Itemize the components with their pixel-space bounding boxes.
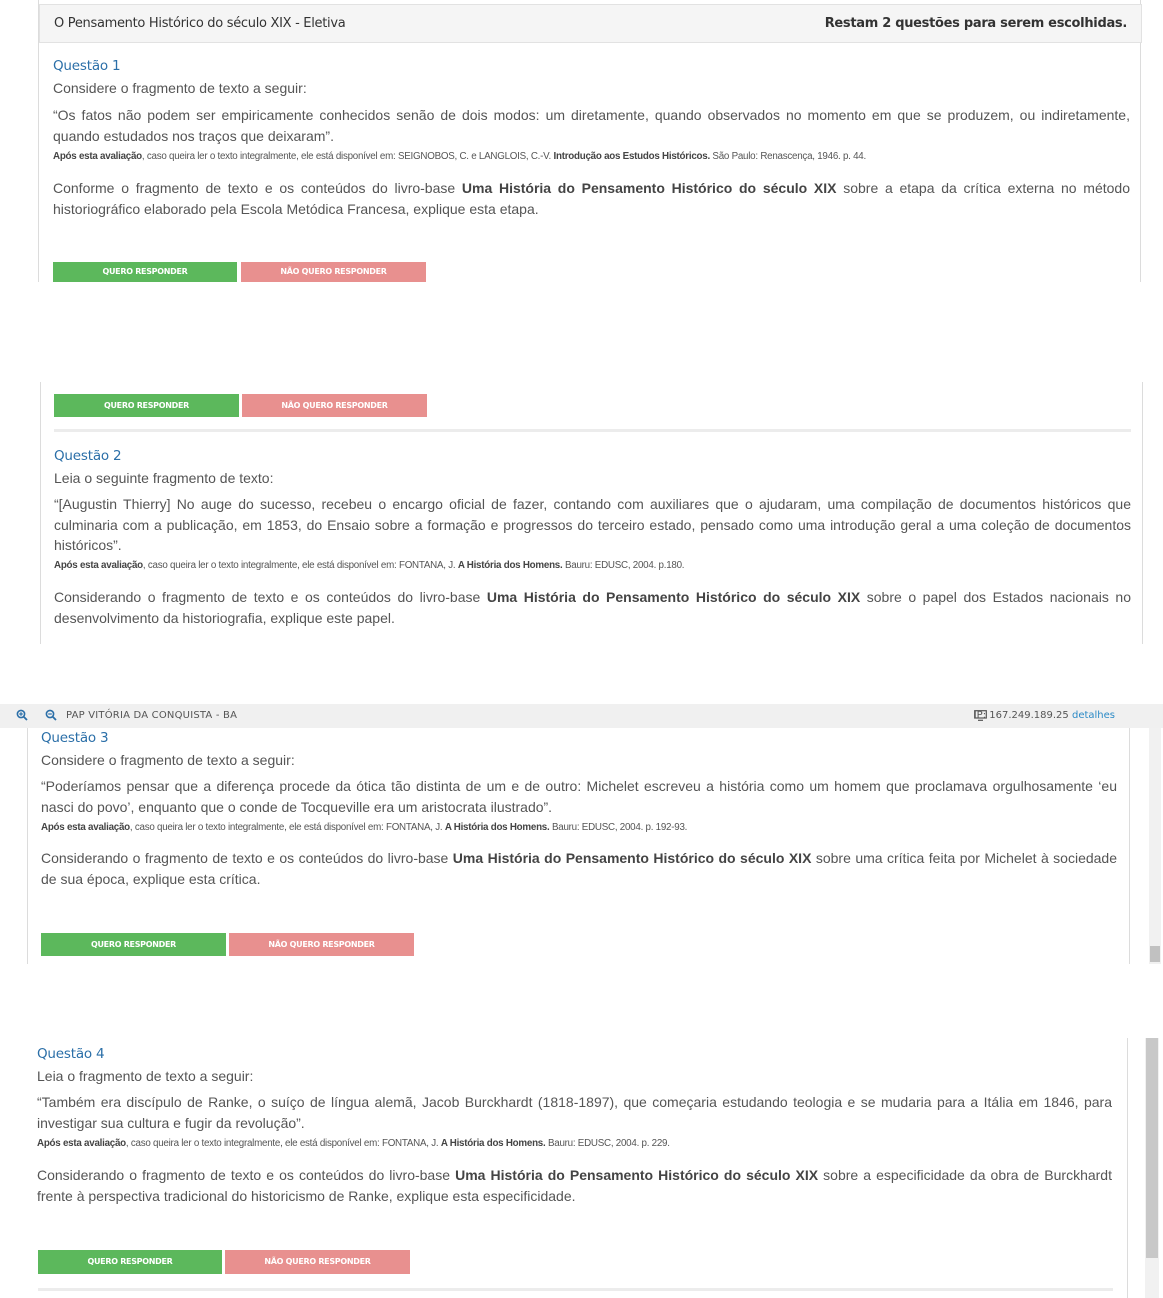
question-source: Após esta avaliação, caso queira ler o texto integralmente, ele está disponível em: FONTANA, J. A História dos Homens. Bauru: EDUSC, 2004. p.180. <box>54 560 685 571</box>
skip-button[interactable]: NÃO QUERO RESPONDER <box>242 394 427 417</box>
answer-button[interactable]: QUERO RESPONDER <box>41 933 226 956</box>
location-label: PAP VITÓRIA DA CONQUISTA - BA <box>66 710 238 721</box>
scrollbar[interactable] <box>1145 1038 1159 1298</box>
status-bar <box>0 704 1163 728</box>
answer-button[interactable]: QUERO RESPONDER <box>38 1250 222 1274</box>
question-title: Questão 2 <box>54 448 122 464</box>
ip-info: IP: 167.249.189.25 detalhes <box>973 710 1115 721</box>
question-prompt: Considerando o fragmento de texto e os conteúdos do livro-base Uma História do Pensamento Histórico do século XIX sobre uma crítica feita por Michelet à sociedade de sua época, explique esta crítica. <box>41 850 1117 887</box>
question-quote: “Também era discípulo de Ranke, o suíço de língua alemã, Jacob Burckhardt (1818-1897), que começaria estudando teologia e se mudaria para a Itália em 1846, para investigar sua cultura e fugir da revolução”. <box>37 1094 1112 1131</box>
question-source: Após esta avaliação, caso queira ler o texto integralmente, ele está disponível em: FONTANA, J. A História dos Homens. Bauru: EDUSC, 2004. p. 192-93. <box>41 822 688 833</box>
question-panel-3 <box>27 728 1130 964</box>
question-prompt: Conforme o fragmento de texto e os conteúdos do livro-base Uma História do Pensamento Histórico do século XIX sobre a etapa da crítica externa no método historiográfico elaborado pela Escola Metódica Francesa, explique esta etapa. <box>53 180 1130 217</box>
remaining-questions-notice: Restam 2 questões para serem escolhidas. <box>824 16 1127 31</box>
question-intro: Considere o fragmento de texto a seguir: <box>41 752 295 768</box>
page-title: O Pensamento Histórico do século XIX - Eletiva <box>54 16 346 31</box>
zoom-in-icon[interactable] <box>16 709 28 721</box>
skip-button[interactable]: NÃO QUERO RESPONDER <box>241 262 426 282</box>
question-panel-1 <box>38 0 1141 282</box>
scrollbar[interactable] <box>1149 728 1161 964</box>
question-quote: “Poderíamos pensar que a diferença procede da ótica tão distinta de um e de outro: Michelet escreveu a história como um homem que proclamava orgulhosamente ‘eu nasci do povo’, enquanto que o conde de Tocqueville era um aristocrata ilustrado”. <box>41 778 1117 815</box>
question-quote: “Os fatos não podem ser empiricamente conhecidos senão de dois modos: um diretamente, quando observados no momento em que se produzem, ou indiretamente, quando estudados nos traços que deixaram”. <box>53 107 1130 144</box>
divider <box>38 1288 1113 1291</box>
skip-button[interactable]: NÃO QUERO RESPONDER <box>229 933 414 956</box>
question-source: Após esta avaliação, caso queira ler o texto integralmente, ele está disponível em: FONTANA, J. A História dos Homens. Bauru: EDUSC, 2004. p. 229. <box>37 1138 670 1149</box>
question-prompt: Considerando o fragmento de texto e os conteúdos do livro-base Uma História do Pensamento Histórico do século XIX sobre o papel dos Estados nacionais no desenvolvimento da historiografia, explique este papel. <box>54 589 1131 626</box>
question-source: Após esta avaliação, caso queira ler o texto integralmente, ele está disponível em: SEIGNOBOS, C. e LANGLOIS, C.-V. Introdução aos Estudos Históricos. São Paulo: Renascença, 1946. p. 44. <box>53 151 866 162</box>
question-panel-2 <box>40 382 1143 644</box>
answer-button[interactable]: QUERO RESPONDER <box>53 262 237 282</box>
skip-button[interactable]: NÃO QUERO RESPONDER <box>225 1250 410 1274</box>
question-title: Questão 1 <box>53 58 121 74</box>
question-panel-4 <box>24 1038 1128 1298</box>
scrollbar-thumb[interactable] <box>1146 1038 1158 1258</box>
question-title: Questão 3 <box>41 730 109 746</box>
question-prompt: Considerando o fragmento de texto e os conteúdos do livro-base Uma História do Pensamento Histórico do século XIX sobre a especificidade da obra de Burckhardt frente à perspectiva tradicional do historicismo de Ranke, explique esta especificidade. <box>37 1167 1112 1204</box>
question-intro: Considere o fragmento de texto a seguir: <box>53 80 307 96</box>
zoom-out-icon[interactable] <box>45 709 57 721</box>
question-intro: Leia o seguinte fragmento de texto: <box>54 470 274 486</box>
question-quote: “[Augustin Thierry] No auge do sucesso, recebeu o encargo oficial de fazer, contando com auxiliares que o ajudaram, uma compilação de documentos históricos que culminaria com a publicação, em 1853, do Ensaio sobre a formação e progressos do terceiro estado, pensado como uma introdução geral a uma coleção de documentos históricos”. <box>54 496 1131 553</box>
page-header <box>39 4 1142 43</box>
answer-button[interactable]: QUERO RESPONDER <box>54 394 239 417</box>
details-link[interactable]: detalhes <box>1071 710 1115 721</box>
question-title: Questão 4 <box>37 1046 105 1062</box>
scrollbar-thumb[interactable] <box>1150 946 1160 962</box>
divider <box>54 429 1131 432</box>
question-intro: Leia o fragmento de texto a seguir: <box>37 1068 254 1084</box>
